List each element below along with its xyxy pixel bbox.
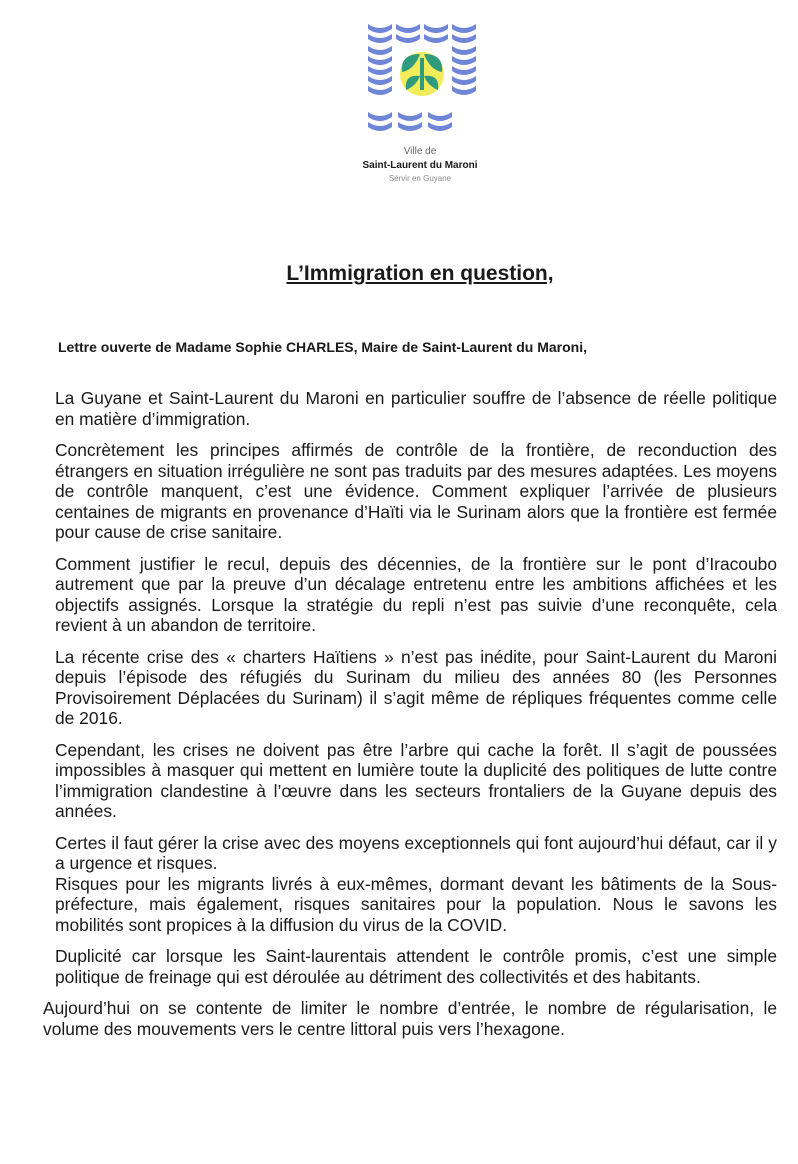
paragraph: Aujourd’hui on se contente de limiter le nombre d’entrée, le nombre de régularisation, le volume des mouvements vers le centre littoral puis vers l’hexagone. [43,998,777,1039]
paragraph: Concrètement les principes affirmés de contrôle de la frontière, de reconduction des étrangers en situation irrégulière ne sont pas traduits par des mesures adaptées. Les moyens de contrôle manquent, c’est une évidence. Comment expliquer l’arrivée de plusieurs centaines de migrants en provenance d’Haïti via le Surinam alors que la frontière est fermée pour cause de crise sanitaire. [55,440,777,542]
letterhead [330,146,510,183]
paragraph: Certes il faut gérer la crise avec des moyens exceptionnels qui font aujourd’hui défaut, car il y a urgence et risques. [55,832,777,873]
document-title: L’Immigration en question, [286,262,554,285]
paragraph: La récente crise des « charters Haïtiens » n’est pas inédite, pour Saint-Laurent du Maroni depuis l’épisode des réfugiés du Surinam du milieu des années 80 (les Personnes Provisoirement Déplacées du Surinam) il s’agit même de répliques fréquentes comme celle de 2016. [55,646,777,728]
document-subtitle: Lettre ouverte de Madame Sophie CHARLES, Maire de Saint-Laurent du Maroni, [58,339,587,355]
letterhead-line1: Ville de [403,146,437,157]
paragraph: La Guyane et Saint-Laurent du Maroni en particulier souffre de l’absence de réelle politique en matière d’immigration. [55,388,777,429]
paragraph: Comment justifier le recul, depuis des décennies, de la frontière sur le pont d’Iracoubo autrement que par la preuve d’un décalage entretenu entre les ambitions affichées et les objectifs assignés. Lorsque la stratégie du repli n’est pas suivie d’une reconquête, cela revient à un abandon de territoire. [55,553,777,635]
city-logo [368,24,476,142]
letterhead-city-name: Saint-Laurent du Maroni [362,160,478,171]
paragraph: Risques pour les migrants livrés à eux-mêmes, dormant devant les bâtiments de la Sous-préfecture, mais également, risques sanitaires pour la population. Nous le savons les mobilités sont propices à la diffusion du virus de la COVID. [55,873,777,935]
letter-body [43,388,777,1050]
paragraph: Cependant, les crises ne doivent pas être l’arbre qui cache la forêt. Il s’agit de poussées impossibles à masquer qui mettent en lumière toute la duplicité des politiques de lutte contre l’immigration clandestine à l’œuvre dans les secteurs frontaliers de la Guyane depuis des années. [55,739,777,821]
letterhead-motto: Sérvir en Guyane [388,174,452,183]
paragraph: Duplicité car lorsque les Saint-laurentais attendent le contrôle promis, c’est une simple politique de freinage qui est déroulée au détriment des collectivités et des habitants. [55,946,777,987]
